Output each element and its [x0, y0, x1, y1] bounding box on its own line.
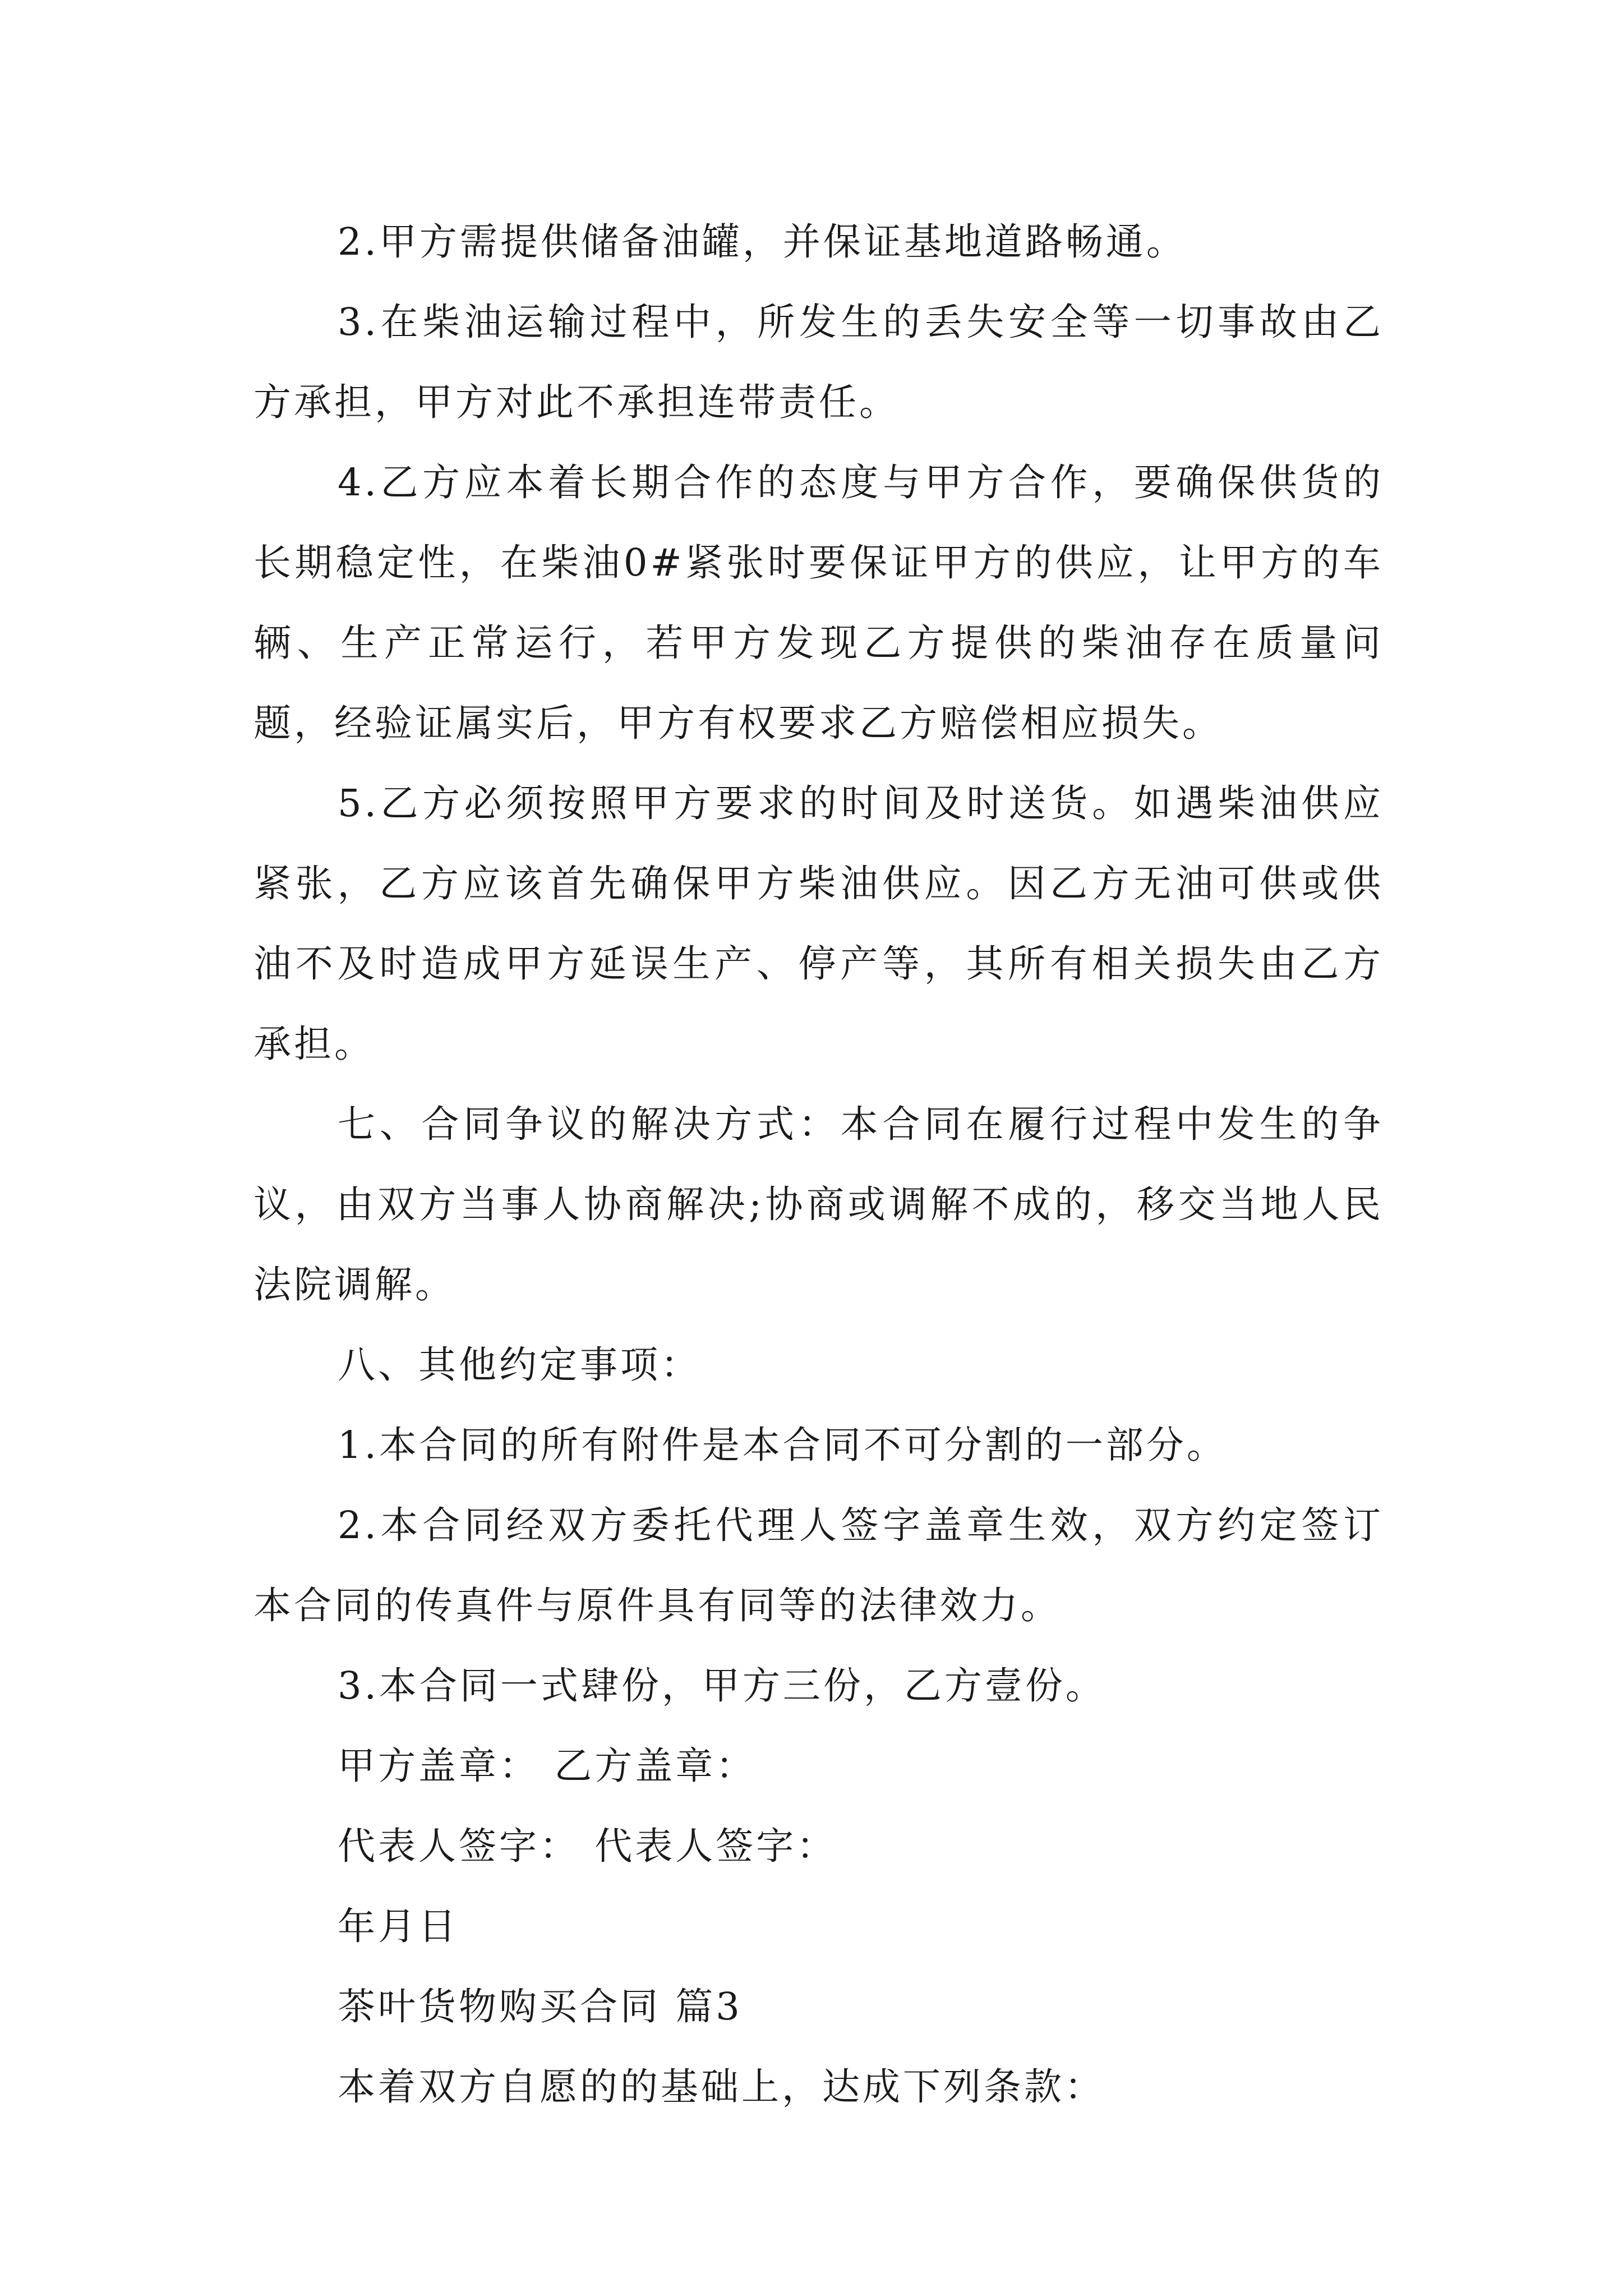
signature-line: 代表人签字： 代表人签字：	[338, 1824, 837, 1868]
seal-line: 甲方盖章： 乙方盖章：	[338, 1744, 757, 1788]
clause-effectiveness: 2.本合同经双方委托代理人签字盖章生效，双方约定签订本合同的传真件与原件具有同等的法律效力。	[253, 1503, 1384, 1627]
clause-transport-liability: 3.在柴油运输过程中，所发生的丢失安全等一切事故由乙方承担，甲方对此不承担连带责任。	[253, 300, 1384, 424]
date-line: 年月日	[338, 1904, 459, 1948]
clause-attachments: 1.本合同的所有附件是本合同不可分割的一部分。	[338, 1423, 1227, 1467]
document-body	[253, 202, 1384, 2127]
section-dispute-resolution: 七、合同争议的解决方式：本合同在履行过程中发生的争议，由双方当事人协商解决;协商或调解不成的，移交当地人民法院调解。	[253, 1102, 1384, 1306]
clause-tank-supply: 2.甲方需提供储备油罐，并保证基地道路畅通。	[338, 220, 1187, 264]
contract-title: 茶叶货物购买合同 篇3	[338, 1985, 743, 2028]
clause-copies: 3.本合同一式肆份，甲方三份，乙方壹份。	[338, 1664, 1106, 1708]
clause-long-term-cooperation: 4.乙方应本着长期合作的态度与甲方合作，要确保供货的长期稳定性，在柴油0#紧张时要保证甲方的供应，让甲方的车辆、生产正常运行，若甲方发现乙方提供的柴油存在质量问题，经验证属实后，甲方有权要求乙方赔偿相应损失。	[253, 461, 1384, 745]
clause-delivery-timing: 5.乙方必须按照甲方要求的时间及时送货。如遇柴油供应紧张，乙方应该首先确保甲方柴油供应。因乙方无油可供或供油不及时造成甲方延误生产、停产等，其所有相关损失由乙方承担。	[253, 781, 1384, 1066]
contract-intro: 本着双方自愿的的基础上，达成下列条款：	[338, 2065, 1105, 2109]
section-other-terms-heading: 八、其他约定事项：	[338, 1343, 701, 1387]
